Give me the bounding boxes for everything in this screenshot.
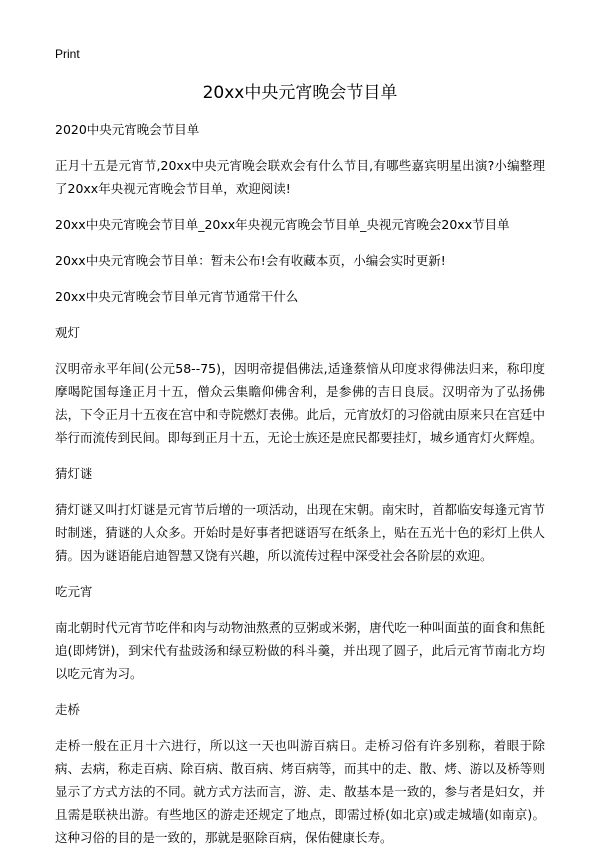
riddles-paragraph: 猜灯谜又叫打灯谜是元宵节后增的一项活动，出现在宋朝。南宋时，首都临安每逢元宵节时制迷，猜谜的人众多。开始时是好事者把谜语写在纸条上，贴在五光十色的彩灯上供人猜。因为谜语能启迪智慧又饶有兴趣，所以流传过程中深受社会各阶层的欢迎。	[55, 502, 545, 563]
section-heading-bridge: 走桥	[55, 702, 81, 717]
page-title: 20xx中央元宵晚会节目单	[202, 83, 398, 103]
bridge-paragraph: 走桥一般在正月十六进行，所以这一天也叫游百病日。走桥习俗有许多别称，着眼于除病、去病，称走百病、除百病、散百病、烤百病等，而其中的走、散、烤、游以及桥等则显示了方式方法的不同。就方式方法而言，游、走、散基本是一致的，参与者是妇女，并且需是联袂出游。有些地区的游走还规定了地点，即需过桥(如北京)或走城墙(如南京)。这种习俗的目的是一致的，那就是驱除百病，保佑健康长寿。	[55, 738, 545, 845]
section-heading-yuanxiao: 吃元宵	[55, 584, 93, 599]
section-heading-riddles: 猜灯谜	[55, 466, 93, 481]
alt-title-line: 20xx中央元宵晚会节目单_20xx年央视元宵晚会节目单_央视元宵晚会20xx节目单	[55, 217, 510, 232]
print-link[interactable]: Print	[55, 47, 80, 61]
intro-paragraph: 正月十五是元宵节,20xx中央元宵晚会联欢会有什么节目,有哪些嘉宾明星出演?小编整理了20xx年央视元宵晚会节目单，欢迎阅读!	[55, 158, 545, 196]
article-body	[55, 118, 545, 862]
yuanxiao-paragraph: 南北朝时代元宵节吃伴和肉与动物油熬煮的豆粥或米粥，唐代吃一种叫面茧的面食和焦飥追(即烤饼)，到宋代有盐豉汤和绿豆粉做的科斗羹，并出现了圆子，此后元宵节南北方均以吃元宵为习。	[55, 620, 545, 681]
section-heading-lanterns: 观灯	[55, 325, 81, 340]
notice-line: 20xx中央元宵晚会节目单：暂未公布!会有收藏本页，小编会实时更新!	[55, 253, 446, 268]
section-intro-line: 20xx中央元宵晚会节目单元宵节通常干什么	[55, 289, 299, 304]
subtitle: 2020中央元宵晚会节目单	[55, 122, 200, 137]
lanterns-paragraph: 汉明帝永平年间(公元58--75)，因明帝提倡佛法,适逢蔡愔从印度求得佛法归来，称印度摩喝陀国每逢正月十五，僧众云集瞻仰佛舍利，是参佛的吉日良辰。汉明帝为了弘扬佛法，下令正月十五夜在宫中和寺院燃灯表佛。此后，元宵放灯的习俗就由原来只在宫廷中举行而流传到民间。即每到正月十五，无论士族还是庶民都要挂灯，城乡通宵灯火辉煌。	[55, 361, 545, 445]
